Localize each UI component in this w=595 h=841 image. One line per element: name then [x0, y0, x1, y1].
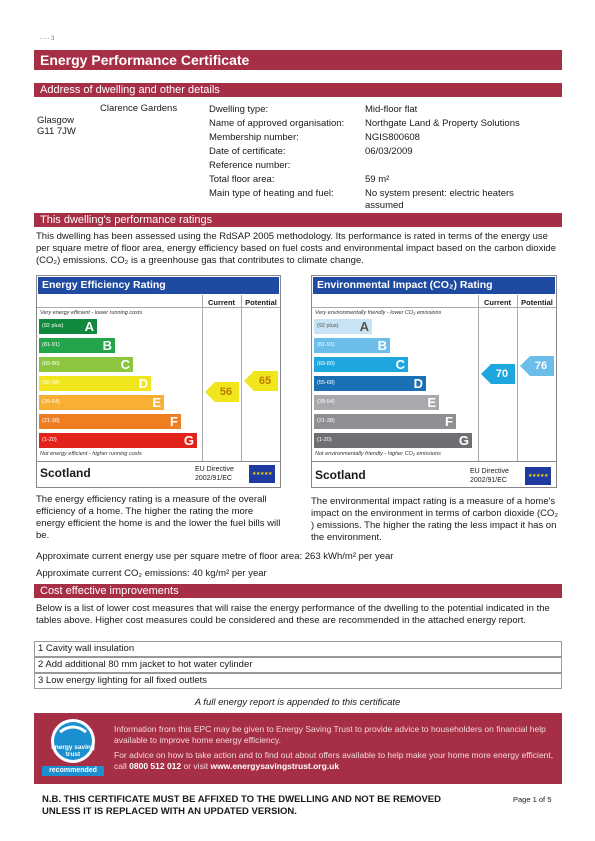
band-letter: B — [377, 338, 387, 353]
band-letter: C — [395, 357, 405, 372]
band-g — [314, 433, 472, 448]
band-range: (39-54) — [317, 399, 335, 405]
bottom-note: Not environmentally friendly - higher CO₂ emissions — [315, 451, 441, 457]
detail-value: NGIS800608 — [365, 132, 420, 143]
logo-text — [40, 744, 106, 758]
est-paragraph2 — [114, 750, 554, 772]
band-range: (1-20) — [42, 437, 57, 443]
address-line1: Clarence Gardens — [100, 103, 178, 114]
col-potential: Potential — [521, 298, 553, 307]
band-f — [314, 414, 456, 429]
full-report-note: A full energy report is appended to this certificate — [194, 697, 401, 708]
band-letter: G — [458, 433, 469, 448]
energy-efficiency-description: The energy efficiency rating is a measure of the overall efficiency of a home. The higher the rating the more energy efficient the home is and the lower the fuel bills will be. — [36, 494, 281, 541]
address-section-heading: Address of dwelling and other details — [34, 83, 562, 97]
detail-label: Date of certificate: — [209, 146, 286, 157]
band-range: (81-91) — [42, 342, 60, 348]
band-c — [39, 357, 133, 372]
top-note: Very energy efficient - lower running costs — [40, 310, 143, 316]
top-note: Very environmentally friendly - lower CO₂ emissions — [315, 310, 442, 316]
detail-label: Dwelling type: — [209, 104, 269, 115]
improvement-item: 1 Cavity wall insulation — [34, 641, 562, 657]
affix-notice-line1: N.B. THIS CERTIFICATE MUST BE AFFIXED TO THE DWELLING AND NOT BE REMOVED — [42, 794, 441, 805]
band-range: (81-91) — [317, 342, 335, 348]
environmental-impact-title: Environmental Impact (CO₂) Rating — [313, 277, 555, 294]
band-range: (21-38) — [317, 418, 335, 424]
potential-rating-value: 65 — [258, 375, 272, 387]
eu-directive-line1: EU Directive — [470, 468, 509, 475]
est-paragraph1: Information from this EPC may be given to Energy Saving Trust to provide advice to householders on financial help available to improve home energy efficiency. — [114, 724, 546, 745]
band-letter: D — [138, 376, 148, 391]
or-visit-text: or visit — [183, 761, 209, 771]
current-rating-value: 56 — [219, 386, 233, 398]
band-range: (21-38) — [42, 418, 60, 424]
co2-emissions: Approximate current CO₂ emissions: 40 kg/m² per year — [36, 568, 267, 579]
band-letter: A — [84, 319, 94, 334]
band-f — [39, 414, 181, 429]
band-range: (55-68) — [317, 380, 335, 386]
energy-saving-trust-box — [34, 713, 562, 784]
page-number: Page 1 of 5 — [513, 795, 552, 804]
band-b — [314, 338, 390, 353]
band-letter: B — [102, 338, 112, 353]
band-range: (92 plus) — [42, 323, 64, 329]
band-letter: D — [413, 376, 423, 391]
current-rating-value: 70 — [495, 368, 509, 380]
band-a — [314, 319, 372, 334]
detail-label: Total floor area: — [209, 174, 275, 185]
detail-value: 59 m² — [365, 174, 390, 185]
page-title: Energy Performance Certificate — [34, 50, 562, 70]
col-potential: Potential — [245, 298, 277, 307]
country-label: Scotland — [40, 466, 91, 480]
cost-section-heading: Cost effective improvements — [34, 584, 562, 598]
detail-label: Name of approved organisation: — [209, 118, 345, 129]
band-range: (92 plus) — [317, 323, 339, 329]
doc-mark: - - - 3 — [40, 36, 55, 42]
website-link[interactable]: www.energysavingstrust.org.uk — [210, 761, 340, 771]
band-letter: A — [359, 319, 369, 334]
eu-directive — [195, 465, 234, 483]
est-advice-text: For advice on how to take action and to find out about offers available to help make your home more energy efficient, call — [114, 750, 554, 771]
eu-directive-line2: 2002/91/EC — [195, 475, 232, 482]
phone-number: 0800 512 012 — [129, 761, 182, 771]
detail-value: No system present: electric heaters assumed — [365, 188, 514, 211]
band-range: (39-54) — [42, 399, 60, 405]
logo-text-line1: energy saving — [51, 744, 95, 751]
band-a — [39, 319, 97, 334]
band-c — [314, 357, 408, 372]
recommended-badge: recommended — [42, 766, 104, 776]
potential-rating-value: 76 — [534, 360, 548, 372]
detail-value: Northgate Land & Property Solutions — [365, 118, 520, 129]
detail-label: Reference number: — [209, 160, 291, 171]
band-d — [39, 376, 151, 391]
detail-value: Mid-floor flat — [365, 104, 418, 115]
country-label: Scotland — [315, 468, 366, 482]
performance-intro: This dwelling has been assessed using the RdSAP 2005 methodology. Its performance is rated in terms of the energy use per square metre of floor area, energy efficiency based on fuel costs and environmental impact based on the carbon dioxide (CO₂) emissions. CO₂ is a greenhouse gas that contributes to climate change. — [36, 231, 556, 266]
band-letter: E — [427, 395, 436, 410]
band-e — [314, 395, 439, 410]
affix-notice-line2: UNLESS IT IS REPLACED WITH AN UPDATED VERSION. — [42, 806, 297, 817]
detail-label: Membership number: — [209, 132, 299, 143]
bottom-note: Not energy efficient - higher running costs — [40, 451, 142, 457]
improvement-item: 3 Low energy lighting for all fixed outlets — [34, 673, 562, 689]
energy-efficiency-title: Energy Efficiency Rating — [38, 277, 279, 294]
band-letter: C — [120, 357, 130, 372]
environmental-impact-description: The environmental impact rating is a measure of a home's impact on the environment in terms of carbon dioxide (CO₂ ) emissions. The higher the rating the less impact it has on the environment. — [311, 496, 559, 543]
eu-directive — [470, 467, 509, 485]
eu-directive-line1: EU Directive — [195, 466, 234, 473]
address-line2: Glasgow — [37, 115, 74, 126]
band-letter: E — [152, 395, 161, 410]
detail-value: 06/03/2009 — [365, 146, 413, 157]
energy-efficiency-panel — [36, 275, 281, 488]
band-range: (69-80) — [42, 361, 60, 367]
band-e — [39, 395, 164, 410]
band-range: (55-68) — [42, 380, 60, 386]
band-range: (69-80) — [317, 361, 335, 367]
eu-flag-icon: ★★★★★ — [525, 467, 551, 485]
band-letter: F — [170, 414, 178, 429]
band-letter: F — [445, 414, 453, 429]
col-current: Current — [207, 298, 236, 307]
address-line3: G11 7JW — [37, 126, 76, 137]
improvement-item: 2 Add additional 80 mm jacket to hot water cylinder — [34, 657, 562, 673]
environmental-impact-panel — [311, 275, 557, 488]
band-b — [39, 338, 115, 353]
band-range: (1-20) — [317, 437, 332, 443]
col-current: Current — [483, 298, 512, 307]
band-g — [39, 433, 197, 448]
band-letter: G — [183, 433, 194, 448]
eu-flag-icon: ★★★★★ — [249, 465, 275, 483]
performance-section-heading: This dwelling's performance ratings — [34, 213, 562, 227]
eu-directive-line2: 2002/91/EC — [470, 477, 507, 484]
energy-use: Approximate current energy use per square metre of floor area: 263 kWh/m² per year — [36, 551, 394, 562]
logo-text-line2: trust — [65, 751, 81, 758]
cost-intro: Below is a list of lower cost measures that will raise the energy performance of the dwelling to the potential indicated in the tables above. Higher cost measures could be considered and these are recommended in the attached energy report. — [36, 603, 550, 626]
energy-saving-trust-logo — [40, 718, 106, 778]
detail-label: Main type of heating and fuel: — [209, 188, 334, 199]
affix-notice — [42, 794, 441, 818]
band-d — [314, 376, 426, 391]
